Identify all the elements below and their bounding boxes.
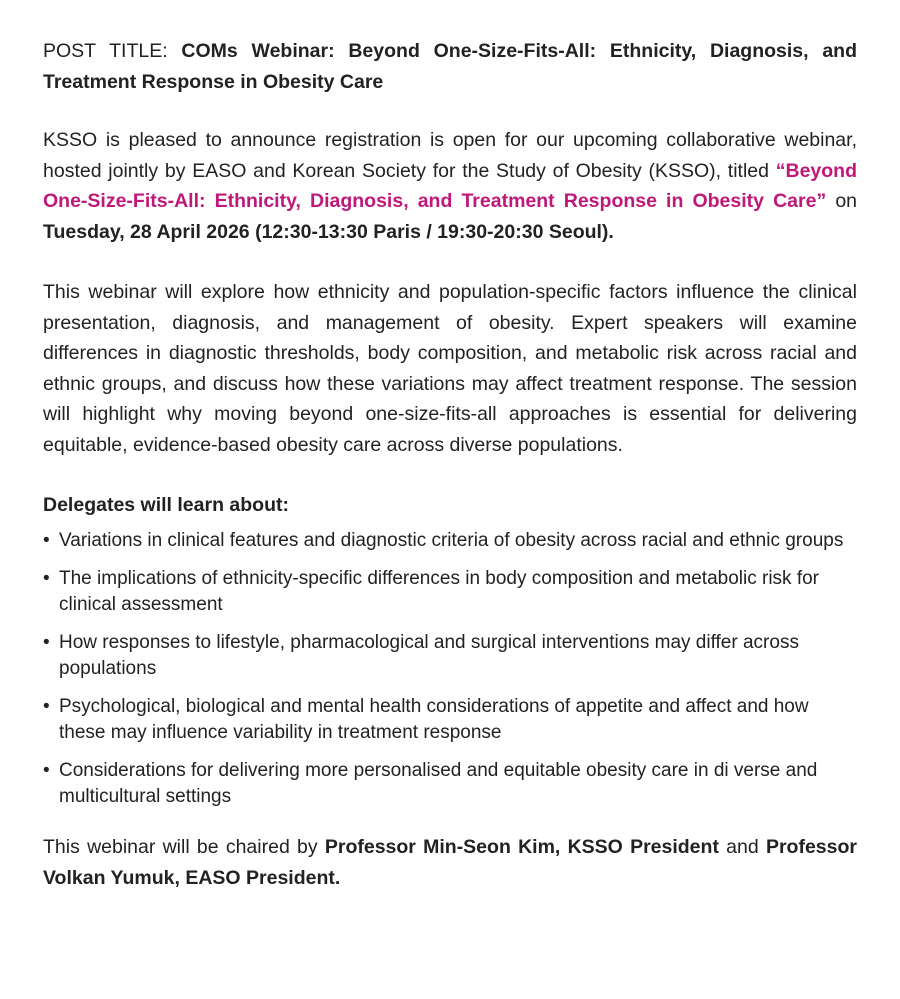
chair-paragraph [43,832,857,894]
list-item [43,528,857,554]
intro-text: KSSO is pleased to announce registration is open for our upcoming collaborative webinar, hosted jointly by EASO and Korean Society for the Study of Obesity (KSSO), titled [43,129,857,182]
bullet-icon: • [43,760,50,781]
chair-2: Professor Volkan Yumuk, EASO President. [43,836,857,889]
list-item-text: The implications of ethnicity-specific differences in body composition and metabolic risk for clinical assessment [59,568,819,615]
post-title-prefix: POST TITLE: [43,40,182,62]
bullet-icon: • [43,530,50,551]
chair-intro: This webinar will be chaired by [43,836,325,858]
list-item-text: Variations in clinical features and diagnostic criteria of obesity across racial and ethnic groups [59,530,844,551]
webinar-date-time: Tuesday, 28 April 2026 (12:30-13:30 Paris / 19:30-20:30 Seoul). [43,220,614,243]
list-item [43,758,857,810]
bullet-icon: • [43,568,50,589]
list-item-text: Psychological, biological and mental health considerations of appetite and affect and how these may influence variability in treatment response [59,696,809,743]
list-item-text: How responses to lifestyle, pharmacological and surgical interventions may differ across populations [59,632,799,679]
chair-1: Professor Min-Seon Kim, KSSO President [324,836,719,858]
learn-list [43,528,857,810]
webinar-title-highlight: “Beyond One-Size-Fits-All: Ethnicity, Diagnosis, and Treatment Response in Obesity Care” [43,159,857,212]
post-title [43,36,857,97]
intro-on: on [826,190,858,212]
learn-heading: Delegates will learn about: [43,494,289,516]
list-item-text: Considerations for delivering more personalised and equitable obesity care in di verse and multicultural settings [59,760,818,807]
bullet-icon: • [43,696,50,717]
chair-and: and [718,836,766,858]
about-paragraph: This webinar will explore how ethnicity and population-specific factors influence the clinical presentation, diagnosis, and management of obesity. Expert speakers will examine differences in diagnostic thresholds, body composition, and metabolic risk across racial and ethnic groups, and discuss how these variations may affect treatment response. The session will highlight why moving beyond one-size-fits-all approaches is essential for delivering equitable, evidence-based obesity care across diverse populations. [43,281,857,456]
intro-paragraph [43,125,857,247]
list-item [43,630,857,682]
post-title-text: COMs Webinar: Beyond One-Size-Fits-All: Ethnicity, Diagnosis, and Treatment Response in Obesity Care [43,40,857,93]
list-item [43,566,857,618]
list-item [43,694,857,746]
bullet-icon: • [43,632,50,653]
